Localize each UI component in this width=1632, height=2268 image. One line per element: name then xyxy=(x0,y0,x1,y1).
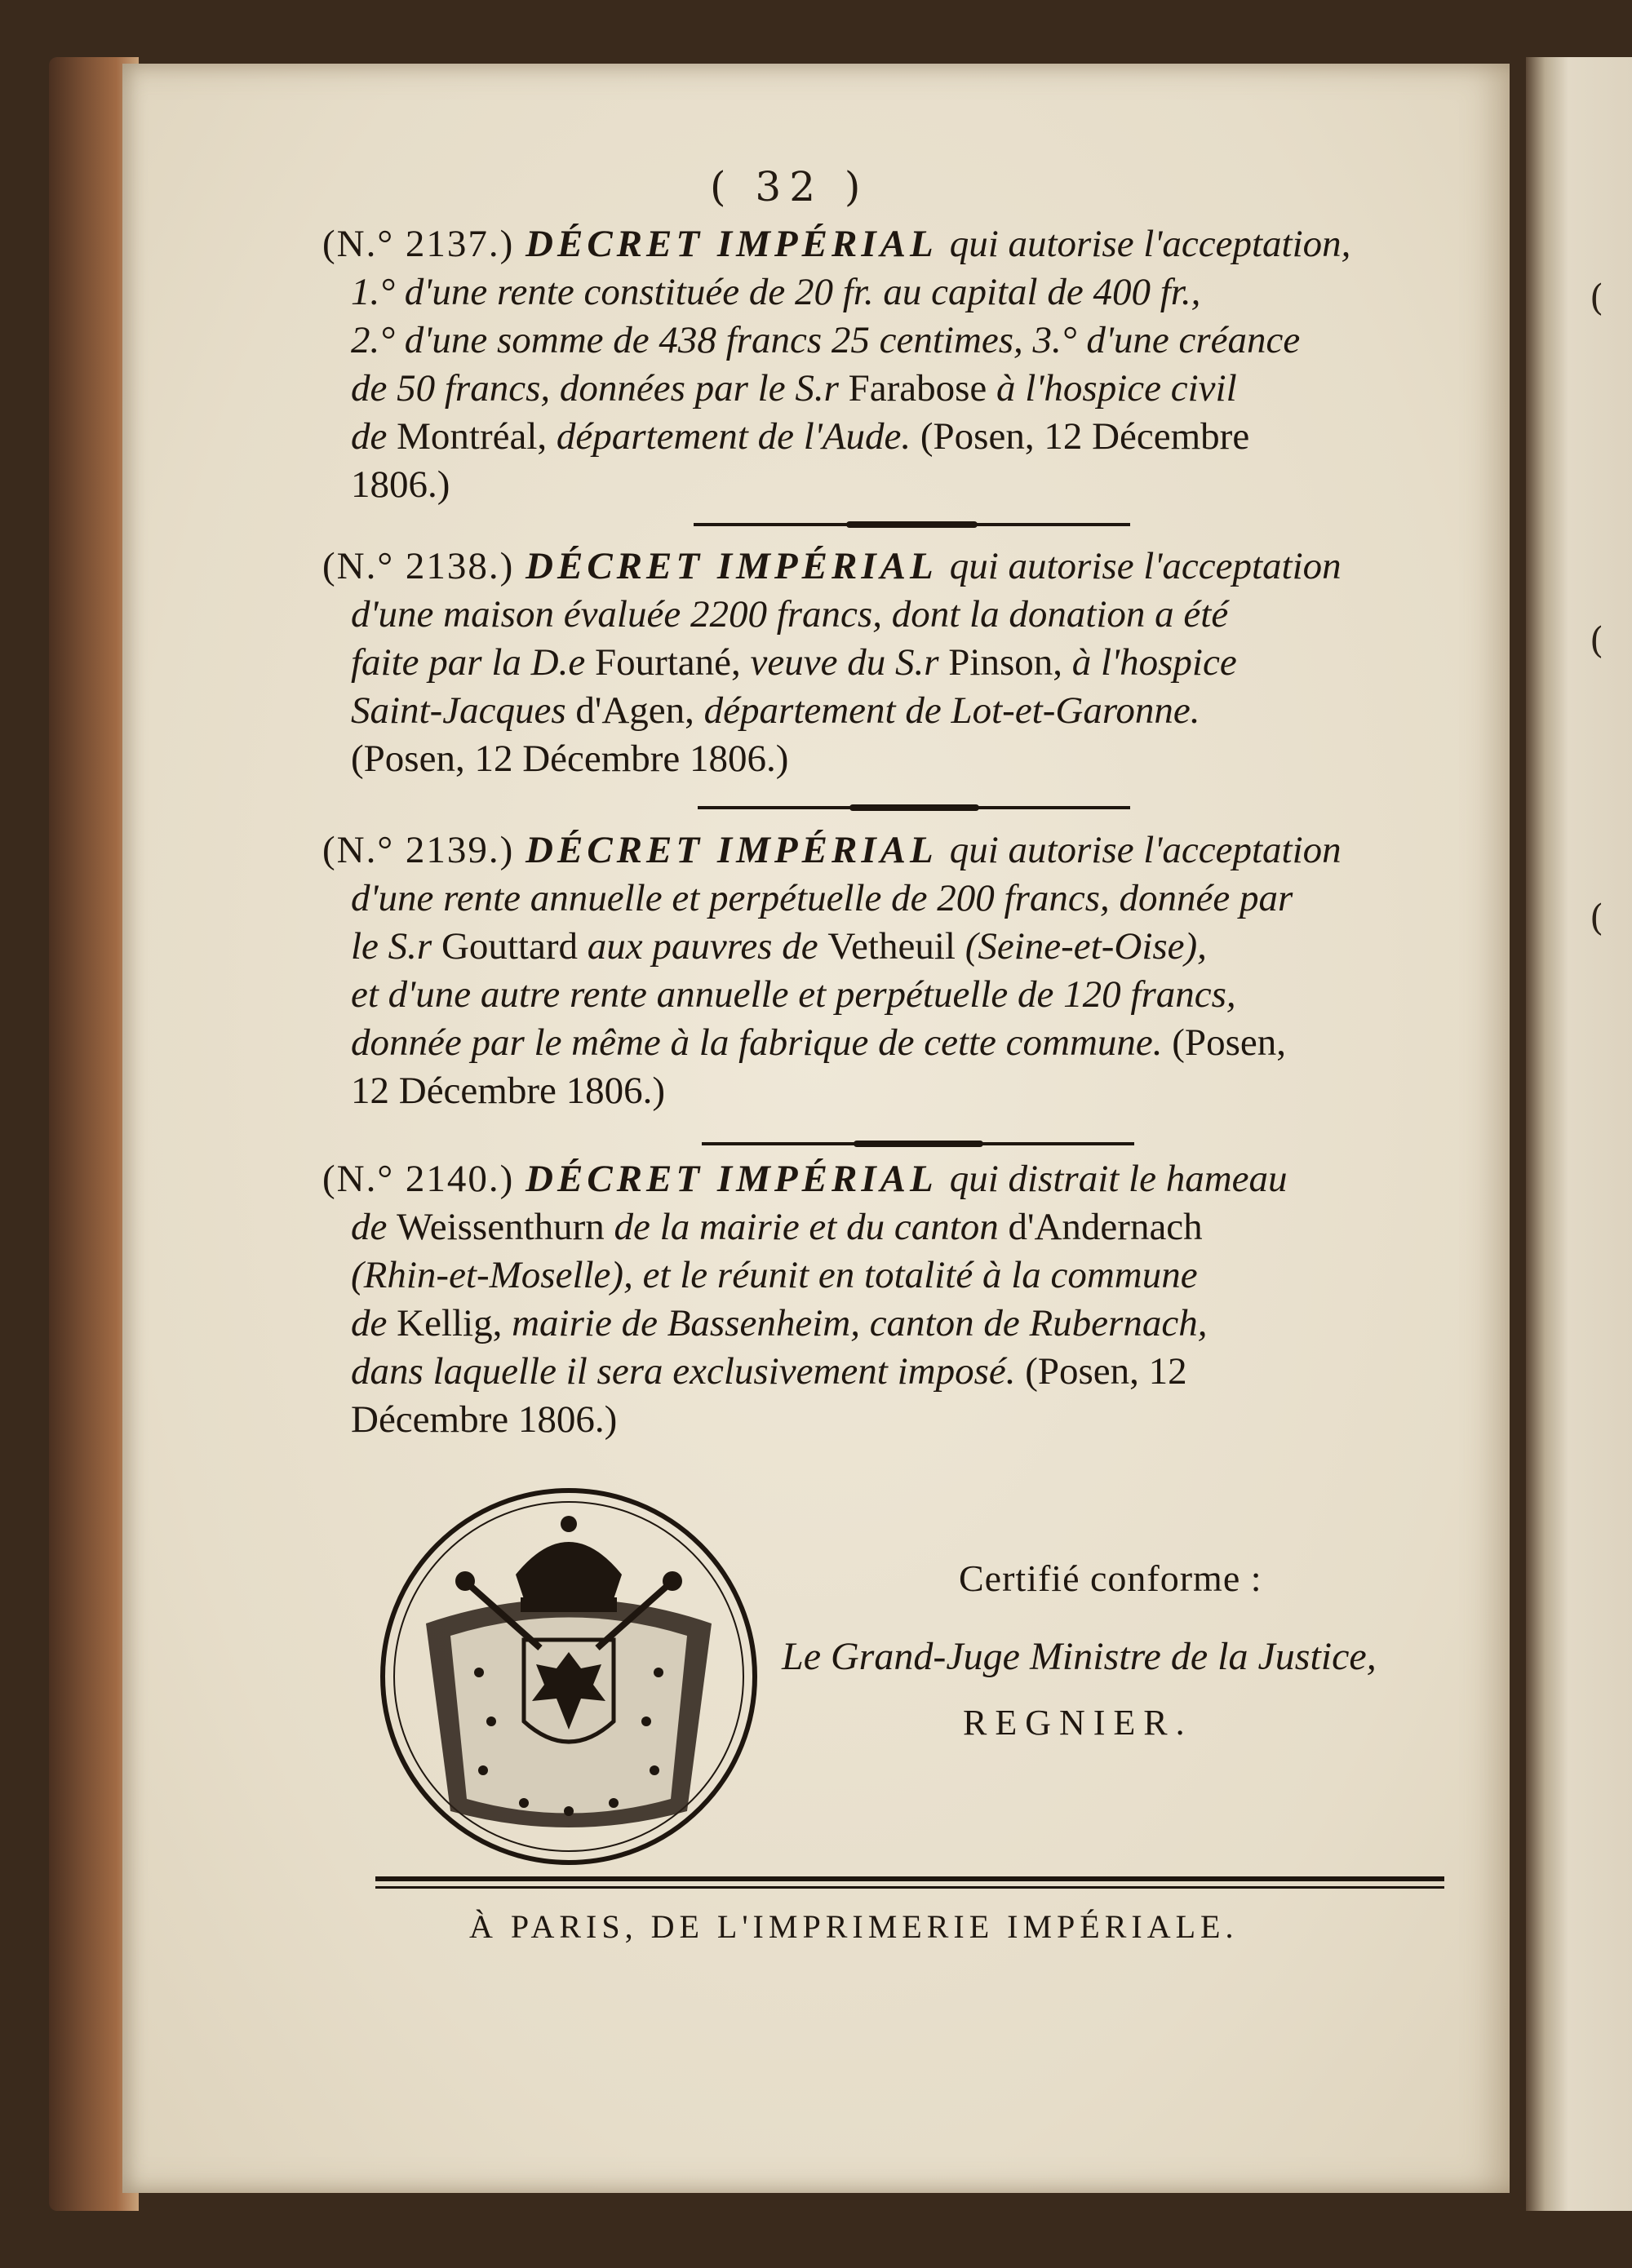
decree-entry-2140 xyxy=(322,1155,1444,1444)
entry-line xyxy=(322,543,1444,591)
entry-line xyxy=(351,735,1444,783)
entry-line xyxy=(351,923,1444,971)
entry-line xyxy=(351,365,1444,413)
entry-text-run: faite par la D.e xyxy=(351,641,595,684)
entry-text-run: 1806.) xyxy=(351,463,450,506)
entry-text-run: Décembre 1806.) xyxy=(351,1398,618,1441)
entry-text-run: DÉCRET IMPÉRIAL xyxy=(526,545,950,587)
entry-text-run: qui autorise l'acceptation xyxy=(949,545,1342,587)
certification-signatory-title: Le Grand-Juge Ministre de la Justice, xyxy=(782,1635,1377,1678)
entry-text-run: de xyxy=(351,1206,397,1248)
entry-text-run: veuve du S.r xyxy=(750,641,949,684)
entry-text-run: à l'hospice civil xyxy=(996,367,1237,410)
entry-text-run: 1.° d'une rente constituée de 20 fr. au capital de 400 fr., xyxy=(351,271,1201,313)
entry-text-run: de la mairie et du canton xyxy=(614,1206,1009,1248)
entry-text-run: donnée par le même à la fabrique de cette commune. xyxy=(351,1021,1173,1064)
entry-text-run: département de l'Aude. xyxy=(556,415,920,458)
entry-line xyxy=(351,1251,1444,1300)
entry-text-run: d'une maison évaluée 2200 francs, dont la donation a été xyxy=(351,593,1229,636)
entry-text-run: Fourtané, xyxy=(594,641,751,684)
entry-text-run: Weissenthurn xyxy=(397,1206,614,1248)
entry-text-run: de xyxy=(351,415,397,458)
entry-line xyxy=(351,971,1444,1019)
entry-line xyxy=(351,1019,1444,1067)
entry-text-run: d'Agen, xyxy=(575,689,704,732)
entry-text-run: Gouttard xyxy=(441,925,588,968)
facing-page-edge xyxy=(1526,57,1632,2211)
entry-text-run: (N.° 2137.) xyxy=(322,223,526,265)
entry-text-run: (Posen, 12 Décembre xyxy=(920,415,1250,458)
entry-text-run: qui autorise l'acceptation xyxy=(949,829,1342,871)
entry-line xyxy=(351,1203,1444,1251)
entry-text-run: 2.° d'une somme de 438 francs 25 centimes, 3.° d'une créance xyxy=(351,319,1301,361)
entry-line xyxy=(322,220,1444,268)
separator-rule xyxy=(698,806,1130,809)
entry-line xyxy=(351,687,1444,735)
entry-text-run: mairie de Bassenheim, canton de Rubernach, xyxy=(512,1302,1208,1344)
entry-line xyxy=(351,413,1444,461)
entry-line xyxy=(351,268,1444,317)
entry-text-run: qui distrait le hameau xyxy=(949,1158,1288,1200)
entry-text-run: Montréal, xyxy=(397,415,557,458)
entry-line xyxy=(351,875,1444,923)
entry-text-run: à l'hospice xyxy=(1071,641,1237,684)
footer-rule-thin xyxy=(375,1886,1444,1889)
decree-entry-2138 xyxy=(322,543,1444,783)
entry-text-run: Vetheuil xyxy=(827,925,965,968)
imperial-eagle-seal-icon xyxy=(377,1485,761,1868)
entry-line xyxy=(351,461,1444,509)
entry-text-run: (Seine-et-Oise), xyxy=(965,925,1207,968)
entry-text-run: dans laquelle il sera exclusivement imposé. xyxy=(351,1350,1026,1393)
entry-text-run: Kellig, xyxy=(397,1302,512,1344)
entry-text-run: (N.° 2139.) xyxy=(322,829,526,871)
entry-line xyxy=(322,1155,1444,1203)
separator-rule xyxy=(702,1142,1134,1145)
entry-text-run: de 50 francs, données par le S.r xyxy=(351,367,849,410)
entry-text-run: aux pauvres de xyxy=(587,925,828,968)
entry-text-run: DÉCRET IMPÉRIAL xyxy=(526,223,950,265)
page-number: ( 32 ) xyxy=(710,163,869,210)
entry-line xyxy=(351,1300,1444,1348)
decree-entry-2139 xyxy=(322,826,1444,1115)
entry-text-run: le S.r xyxy=(351,925,441,968)
entry-text-run: (Rhin-et-Moselle), et le réunit en totalité à la commune xyxy=(351,1254,1198,1296)
entry-line xyxy=(351,591,1444,639)
entry-text-run: 12 Décembre 1806.) xyxy=(351,1070,665,1112)
entry-text-run: qui autorise l'acceptation, xyxy=(949,223,1351,265)
facing-page-fragment: ( xyxy=(1590,620,1604,662)
entry-text-run: d'Andernach xyxy=(1008,1206,1203,1248)
entry-text-run: de xyxy=(351,1302,397,1344)
entry-text-run: département de Lot-et-Garonne. xyxy=(703,689,1200,732)
entry-text-run: (N.° 2140.) xyxy=(322,1158,526,1200)
entry-line xyxy=(351,1348,1444,1396)
entry-text-run: Pinson, xyxy=(948,641,1072,684)
entry-text-run: (Posen, 12 xyxy=(1025,1350,1187,1393)
certification-heading: Certifié conforme : xyxy=(959,1557,1262,1599)
entry-text-run: (Posen, xyxy=(1172,1021,1286,1064)
entry-text-run: Saint-Jacques xyxy=(351,689,576,732)
facing-page-fragment: ( xyxy=(1590,277,1604,319)
entry-line xyxy=(351,1067,1444,1115)
entry-line xyxy=(351,1396,1444,1444)
entry-line xyxy=(351,639,1444,687)
entry-text-run: (N.° 2138.) xyxy=(322,545,526,587)
entry-text-run: DÉCRET IMPÉRIAL xyxy=(526,1158,950,1200)
decree-entry-2137 xyxy=(322,220,1444,509)
entry-text-run: d'une rente annuelle et perpétuelle de 200 francs, donnée par xyxy=(351,877,1293,919)
facing-page-fragment: ( xyxy=(1590,897,1604,939)
entry-line xyxy=(322,826,1444,875)
entry-text-run: (Posen, 12 Décembre 1806.) xyxy=(351,738,789,780)
entry-line xyxy=(351,317,1444,365)
entry-text-run: et d'une autre rente annuelle et perpétuelle de 120 francs, xyxy=(351,973,1236,1016)
separator-rule xyxy=(694,523,1130,526)
entry-text-run: Farabose xyxy=(848,367,997,410)
footer-rule xyxy=(375,1876,1444,1881)
printer-imprint: À PARIS, DE L'IMPRIMERIE IMPÉRIALE. xyxy=(469,1908,1239,1945)
certification-signatory-name: REGNIER. xyxy=(963,1703,1193,1743)
entry-text-run: DÉCRET IMPÉRIAL xyxy=(526,829,950,871)
